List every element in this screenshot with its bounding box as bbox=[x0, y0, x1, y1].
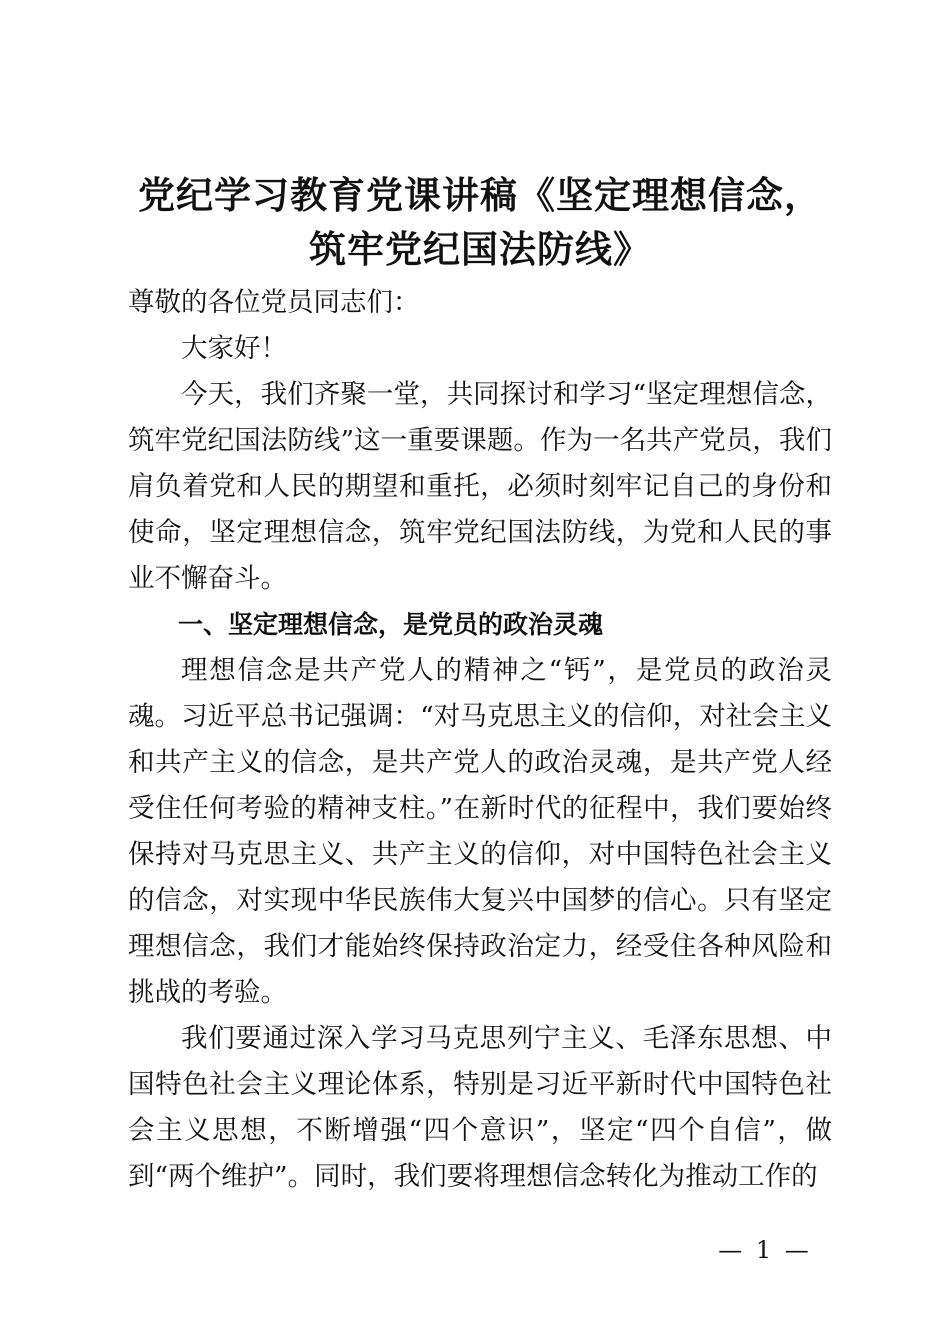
document-body bbox=[128, 280, 832, 1200]
greeting: 大家好！ bbox=[181, 333, 287, 364]
salutation: 尊敬的各位党员同志们： bbox=[128, 287, 420, 318]
section1-paragraph-1: 理想信念是共产党人的精神之“钙”，是党员的政治灵魂。习近平总书记强调：“对马克思主义的信仰，对社会主义和共产主义的信念，是共产党人的政治灵魂，是共产党人经受住任何考验的精神支柱。”在新时代的征程中，我们要始终保持对马克思主义、共产主义的信仰，对中国特色社会主义的信念，对实现中华民族伟大复兴中国梦的信心。只有坚定理想信念，我们才能始终保持政治定力，经受住各种风险和挑战的考验。 bbox=[128, 655, 832, 1008]
document-title: 党纪学习教育党课讲稿《坚定理想信念，筑牢党纪国法防线》 bbox=[138, 173, 822, 271]
page-number: — 1 — bbox=[718, 1236, 812, 1264]
section-heading-1: 一、坚定理想信念，是党员的政治灵魂 bbox=[178, 610, 604, 639]
section1-paragraph-2: 我们要通过深入学习马克思列宁主义、毛泽东思想、中国特色社会主义理论体系，特别是习近平新时代中国特色社会主义思想，不断增强“四个意识”，坚定“四个自信”，做到“两个维护”。同时，我们要将理想信念转化为推动工作的 bbox=[128, 1023, 832, 1192]
intro-paragraph: 今天，我们齐聚一堂，共同探讨和学习“坚定理想信念，筑牢党纪国法防线”这一重要课题。作为一名共产党员，我们肩负着党和人民的期望和重托，必须时刻牢记自己的身份和使命，坚定理想信念，筑牢党纪国法防线，为党和人民的事业不懈奋斗。 bbox=[128, 379, 832, 594]
